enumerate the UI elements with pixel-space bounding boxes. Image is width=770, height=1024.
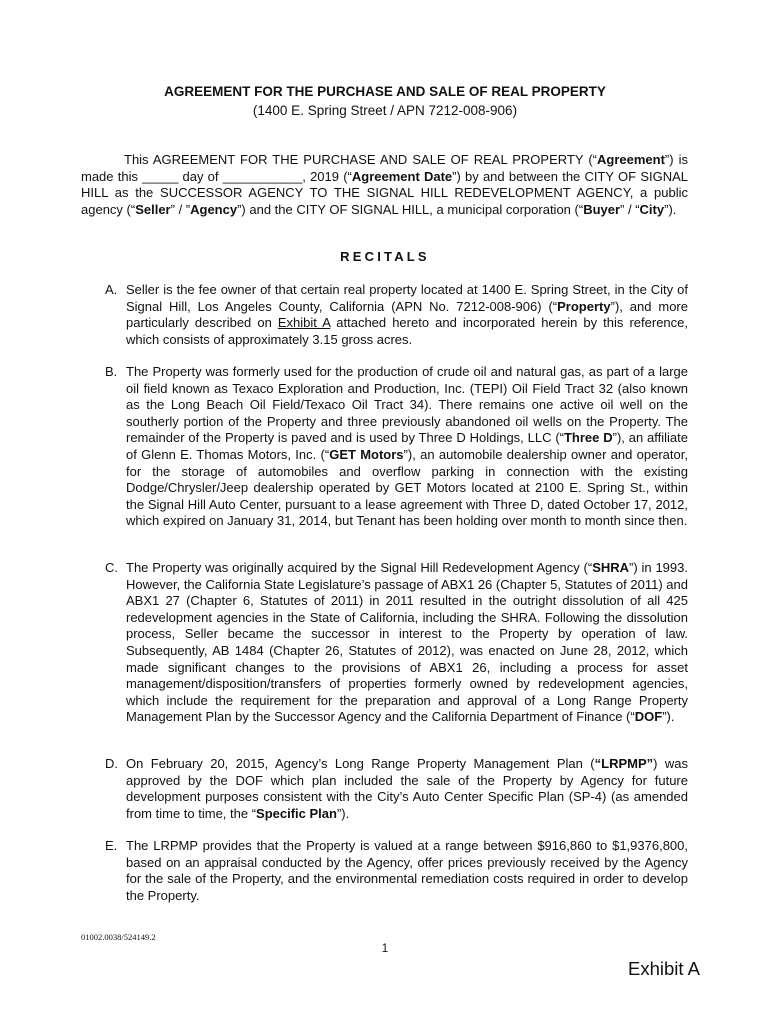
page-number: 1 [381,943,389,955]
text-run: ) was approved by the DOF which plan included the sale of the Property by Agency for future development purposes consistent with the City’s Auto Center Specific Plan (SP-4) (as amended from time to time, the “ [126,756,688,821]
text-run: The Property was formerly used for the production of crude oil and natural gas, as part of a large oil field known as Texaco Exploration and Production, Inc. (TEPI) Oil Field Tract 32 (also known as the Long Beach Oil Field/Texaco Oil Tract 34). There remains one active oil well on the southerly portion of the Property and three previously abandoned oil wells on the Property. The remainder of the Property is paved and is used by Three D Holdings, LLC (“ [126,364,688,446]
recital-item [105,756,688,822]
text-run: ”) and the CITY OF SIGNAL HILL, a municipal corporation (“ [237,201,584,217]
defined-term: Agreement Date [351,168,453,184]
recital-text [126,560,688,726]
intro-paragraph [81,152,688,218]
text-run: ”), and more particularly described on [126,298,688,331]
text-run: ” / ” [170,201,191,217]
recital-item [105,560,688,726]
document-title: AGREEMENT FOR THE PURCHASE AND SALE OF REAL PROPERTY [164,84,606,99]
text-run: ”). [336,805,350,821]
defined-term: Buyer [583,201,621,217]
exhibit-reference: Exhibit A [277,315,331,331]
defined-term: Three D [563,430,613,446]
defined-term: Agency [190,201,238,217]
text-run: ” / “ [620,201,640,217]
defined-term: SHRA [592,560,630,575]
recital-letter: C. [105,560,118,575]
recital-letter: D. [105,756,118,771]
text-run: ”) by and between the CITY OF SIGNAL HILL as the SUCCESSOR AGENCY TO THE SIGNAL HILL REDEVELOPMENT AGENCY, a public agency (“ [81,168,689,217]
defined-term: City [639,201,665,217]
text-run: ”), an automobile dealership owner and operator, for the storage of automobiles and overflow parking in connection with the existing Dodge/Chrysler/Jeep dealership operated by GET Motors located at 2100 E. Spring St., within the Signal Hill Auto Center, pursuant to a lease agreement with Three D, dated October 17, 2012, which expired on January 31, 2014, but Tenant has been holding over month to month since then. [126,446,688,529]
recital-letter: B. [105,364,118,379]
defined-term: GET Motors [329,446,404,462]
text-run: attached hereto and incorporated herein by this reference, which consists of approximately 3.15 gross acres. [126,315,689,347]
defined-term: DOF [634,709,663,725]
defined-term: Seller [135,201,171,217]
defined-term: “LRPMP” [594,756,654,771]
recitals-heading: RECITALS [340,249,430,264]
text-run: ”). [664,201,677,217]
text-run: ”) is made this _____ day of ___________, 2019 (“ [81,152,688,184]
recital-text [126,756,688,822]
text-run: The LRPMP provides that the Property is valued at a range between $916,860 to $1,9376,800, based on an appraisal conducted by the Agency, offer prices previously received by the Agency for the sale of the Property, and the environmental remediation costs required in order to develop the Property. [126,838,688,903]
text-run: Seller is the fee owner of that certain real property located at 1400 E. Spring Street, in the City of Signal Hill, Los Angeles County, California (APN No. 7212-008-906) (“ [126,282,688,314]
text-run: ”), an affiliate of Glenn E. Thomas Motors, Inc. (“ [126,430,688,462]
recital-item [105,364,688,530]
text-run: ”). [662,709,675,725]
defined-term: Agreement [596,152,665,167]
exhibit-label: Exhibit A [628,958,700,979]
defined-term: Specific Plan [256,805,337,821]
recital-text [126,364,688,530]
text-run: The Property was originally acquired by the Signal Hill Redevelopment Agency (“ [126,560,593,575]
text-run: On February 20, 2015, Agency’s Long Range Property Management Plan ( [126,756,595,771]
text-run: ”) in 1993. However, the California State Legislature’s passage of ABX1 26 (Chapter 5, Statutes of 2011) and ABX1 27 (Chapter 6, Statutes of 2011) in 2011 resulted in the outright dissolution of all 425 redevelopment agencies in the State of California, including the SHRA. Following the dissolution process, Seller became the successor in interest to the Property by operation of law. Subsequently, AB 1484 (Chapter 26, Statutes of 2012), was enacted on June 28, 2012, which made significant changes to the provisions of ABX1 26, including a process for asset management/disposition/transfers of properties formerly owned by redevelopment agencies, which include the requirement for the preparation and approval of a Long Range Property Management Plan by the Successor Agency and the California Department of Finance (“ [126,560,688,725]
document-footer-id: 01002.0038/524149.2 [81,932,156,942]
recital-item [105,282,688,348]
text-run: This AGREEMENT FOR THE PURCHASE AND SALE OF REAL PROPERTY (“ [124,152,597,167]
recital-text [126,838,688,904]
recital-item [105,838,688,904]
recital-letter: A. [105,282,118,297]
recital-text [126,282,688,348]
recital-letter: E. [105,838,118,853]
document-subtitle: (1400 E. Spring Street / APN 7212-008-906) [252,103,518,118]
defined-term: Property [557,298,611,314]
